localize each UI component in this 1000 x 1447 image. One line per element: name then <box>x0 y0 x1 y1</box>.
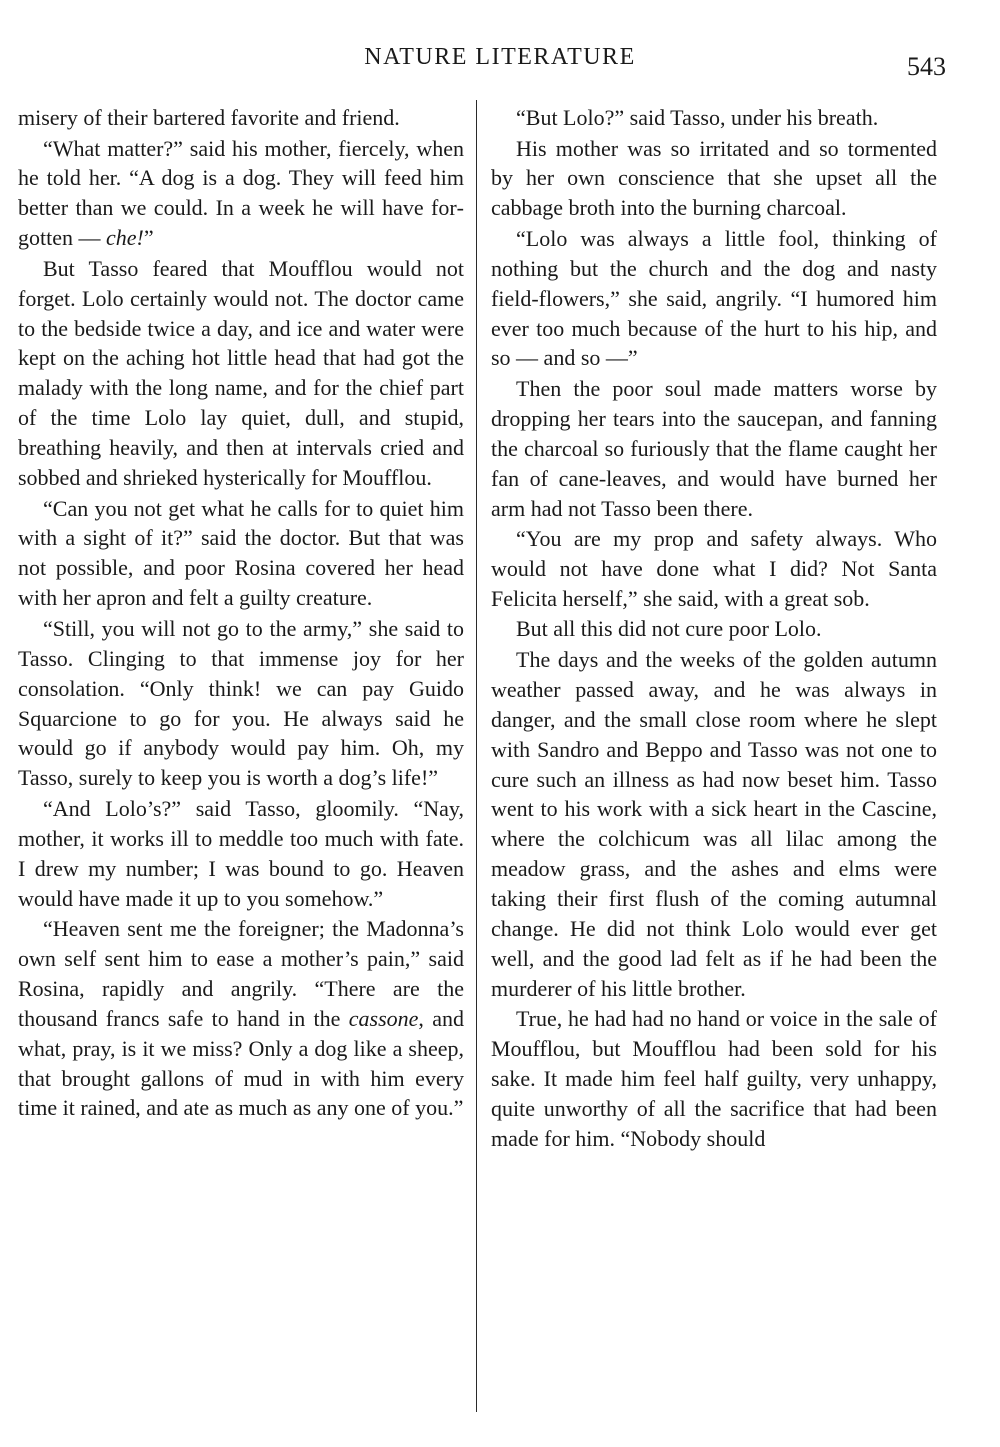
page-number: 543 <box>907 52 946 81</box>
paragraph: “Still, you will not go to the army,” she said to Tasso. Clinging to that immense joy for her consolation. “Only think! we can pay Guido Squarcione to go for you. He always said he would go if anybody would pay him. Oh, my Tasso, surely to keep you is worth a dog’s life!” <box>18 615 464 791</box>
paragraph: “But Lolo?” said Tasso, under his breath. <box>516 105 879 130</box>
paragraph: His mother was so irritated and so tormented by her own conscience that she upset all the cabbage broth into the burning charcoal. <box>491 135 937 221</box>
italic-text: cassone <box>348 1005 419 1031</box>
paragraph: But Tasso feared that Moufflou would not forget. Lolo certainly would not. The doctor came to the bedside twice a day, and ice and water were kept on the aching hot little head that had got the malady with the long name, and for the chief part of the time Lolo lay quiet, dull, and stupid, breathing heavily, and then at intervals cried and sobbed and shrieked hysterically for Moufflou. <box>18 255 464 491</box>
paragraph: “Lolo was always a little fool, thinking of nothing but the church and the dog and nasty field-flowers,” she said, angrily. “I humored him ever too much because of the hurt to his hip, and so — and so —” <box>491 225 937 371</box>
paragraph: The days and the weeks of the golden autumn weather passed away, and he was always in danger, and the small close room where he slept with Sandro and Beppo and Tasso was not one to cure such an illness as had now beset him. Tasso went to his work with a sick heart in the Cascine, where the colchicum was all lilac among the meadow grass, and the ashes and elms were taking their first flush of the coming autumnal change. He did not think Lolo would ever get well, and the good lad felt as if he had been the murderer of his little brother. <box>491 646 937 1001</box>
paragraph: But all this did not cure poor Lolo. <box>516 616 822 642</box>
running-title: NATURE LITERATURE <box>364 44 636 70</box>
running-head <box>0 44 1000 84</box>
paragraph: misery of their bartered favorite and friend. <box>18 105 400 130</box>
paragraph <box>18 914 464 1123</box>
paragraph-text: , and what, pray, is it we miss? Only a dog like a sheep, that brought gallons of mud in with him every time it rained, and ate as much as any one of you.” <box>18 1005 464 1121</box>
paragraph: Then the poor soul made matters worse by dropping her tears into the saucepan, and fanning the charcoal so furiously that the flame caught her fan of cane-leaves, and would have burned her arm had not Tasso been there. <box>491 375 937 521</box>
paragraph: “Can you not get what he calls for to quiet him with a sight of it?” said the doctor. But that was not possible, and poor Rosina covered her head with her apron and felt a guilty creature. <box>18 495 464 611</box>
left-column <box>18 103 464 1123</box>
right-column <box>491 103 937 1154</box>
italic-text: che! <box>106 225 144 251</box>
paragraph-text: “Heaven sent me the foreigner; the Madonna’s own self sent him to ease a mother’s pain,” said Rosina, rapidly and angrily. “There are the thousand francs safe to hand in the <box>18 916 464 1031</box>
paragraph: “And Lolo’s?” said Tasso, gloomily. “Nay, mother, it works ill to meddle too much with fate. I drew my number; I was bound to go. Heaven would have made it up to you somehow.” <box>18 795 464 911</box>
paragraph: “You are my prop and safety always. Who would not have done what I did? Not Santa Felicita herself,” she said, with a great sob. <box>491 526 937 611</box>
paragraph-text: “What matter?” said his mother, fiercely, when he told her. “A dog is a dog. They will feed him better than we could. In a week he will have forgotten — <box>18 135 464 251</box>
paragraph: True, he had had no hand or voice in the sale of Moufflou, but Moufflou had been sold for his sake. It made him feel half guilty, very unhappy, quite unworthy of all the sacrifice that had been made for him. “Nobody should <box>491 1006 937 1151</box>
paragraph <box>18 134 464 254</box>
column-divider <box>476 100 477 1412</box>
paragraph-text: ” <box>143 225 154 251</box>
